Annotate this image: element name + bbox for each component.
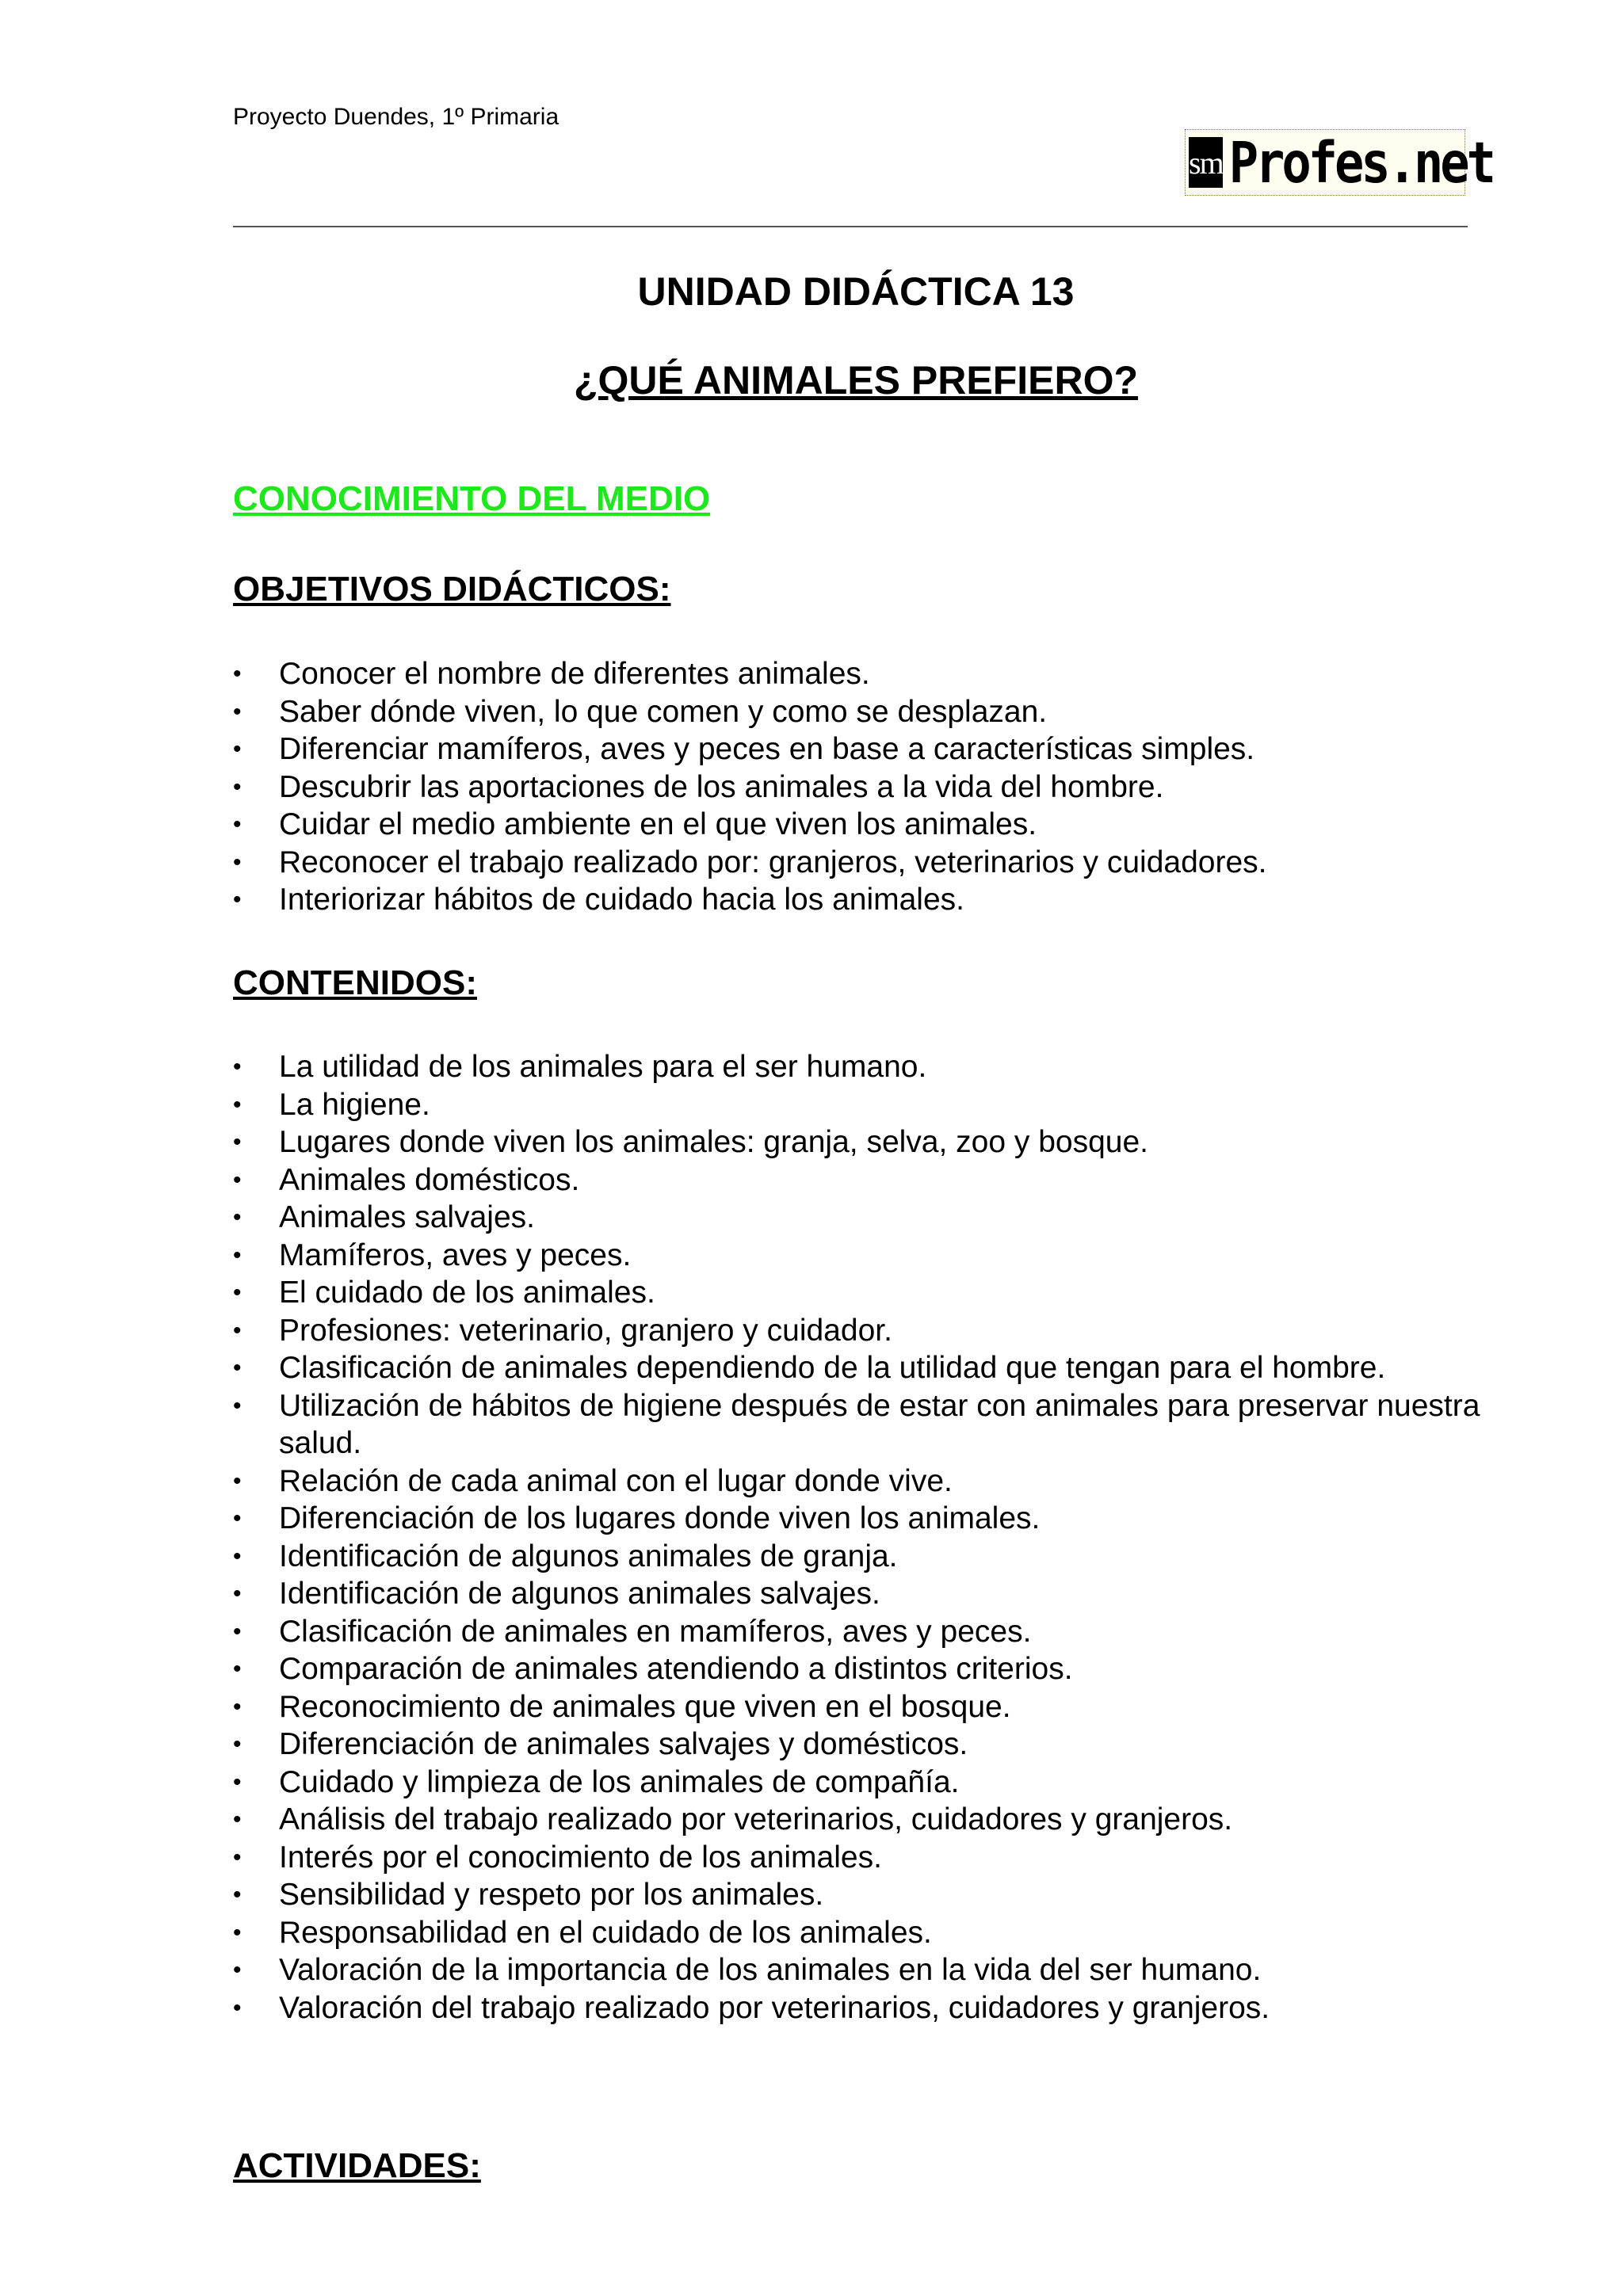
bullet-icon: •: [233, 1129, 242, 1155]
list-item-text: Diferenciar mamíferos, aves y peces en base a características simples.: [279, 732, 1255, 766]
list-item: [233, 1048, 1485, 1086]
list-item: [233, 1500, 1485, 1538]
list-item-text: Interiorizar hábitos de cuidado hacia los animales.: [279, 883, 964, 917]
header-divider: [233, 226, 1468, 227]
bullet-icon: •: [233, 1693, 242, 1720]
list-item: [233, 1161, 1485, 1199]
list-item-text: Comparación de animales atendiendo a distintos criterios.: [279, 1652, 1073, 1686]
bullet-icon: •: [233, 1618, 242, 1645]
list-item: [233, 1387, 1485, 1463]
list-item: [233, 1688, 1485, 1726]
bullet-icon: •: [233, 1656, 242, 1682]
list-item-text: Profesiones: veterinario, granjero y cuidador.: [279, 1313, 892, 1348]
bullet-icon: •: [233, 1882, 242, 1908]
list-item-text: Identificación de algunos animales salvajes.: [279, 1577, 880, 1611]
list-item: [233, 693, 1485, 731]
list-item: [233, 1123, 1485, 1161]
bullet-icon: •: [233, 811, 242, 837]
list-item-text: Identificación de algunos animales de granja.: [279, 1539, 898, 1573]
profes-net-logo: [1186, 129, 1493, 196]
list-item: [233, 769, 1485, 807]
bullet-icon: •: [233, 1543, 242, 1569]
bullet-icon: •: [233, 1768, 242, 1795]
list-item-text: Animales salvajes.: [279, 1200, 535, 1234]
bullet-icon: •: [233, 736, 242, 762]
objectives-list: [233, 655, 1485, 919]
list-item-text: Clasificación de animales en mamíferos, aves y peces.: [279, 1614, 1032, 1649]
list-item-text: El cuidado de los animales.: [279, 1276, 655, 1310]
bullet-icon: •: [233, 1241, 242, 1268]
bullet-icon: •: [233, 1994, 242, 2021]
contents-heading: CONTENIDOS:: [233, 963, 477, 1002]
bullet-icon: •: [233, 773, 242, 800]
list-item-text: Cuidar el medio ambiente en el que viven los animales.: [279, 807, 1037, 841]
bullet-icon: •: [233, 698, 242, 725]
bullet-icon: •: [233, 1731, 242, 1757]
bullet-icon: •: [233, 1091, 242, 1118]
list-item: [233, 1237, 1485, 1275]
list-item: [233, 1274, 1485, 1312]
list-item: [233, 1463, 1485, 1501]
list-item: [233, 1349, 1485, 1387]
bullet-icon: •: [233, 1957, 242, 1983]
list-item-text: Reconocer el trabajo realizado por: granjeros, veterinarios y cuidadores.: [279, 845, 1267, 879]
list-item: [233, 1989, 1485, 2027]
list-item: [233, 1726, 1485, 1764]
bullet-icon: •: [233, 1204, 242, 1230]
list-item-text: Cuidado y limpieza de los animales de compañía.: [279, 1764, 960, 1799]
list-item-text: La higiene.: [279, 1087, 430, 1122]
bullet-icon: •: [233, 1317, 242, 1344]
bullet-icon: •: [233, 1467, 242, 1494]
bullet-icon: •: [233, 1581, 242, 1607]
list-item: [233, 881, 1485, 919]
list-item-text: Diferenciación de los lugares donde viven los animales.: [279, 1501, 1041, 1535]
list-item-text: Clasificación de animales dependiendo de la utilidad que tengan para el hombre.: [279, 1351, 1386, 1385]
list-item: [233, 1199, 1485, 1237]
unit-title: UNIDAD DIDÁCTICA 13: [637, 269, 1075, 314]
list-item: [233, 806, 1485, 844]
bullet-icon: •: [233, 661, 242, 687]
list-item: [233, 1538, 1485, 1576]
logo-sm-mark: sm: [1189, 137, 1223, 188]
list-item: [233, 1575, 1485, 1613]
list-item: [233, 730, 1485, 769]
list-item: [233, 1876, 1485, 1914]
list-item-text: Valoración del trabajo realizado por veterinarios, cuidadores y granjeros.: [279, 1990, 1270, 2025]
bullet-icon: •: [233, 1280, 242, 1306]
list-item-text: Análisis del trabajo realizado por veterinarios, cuidadores y granjeros.: [279, 1802, 1233, 1836]
list-item: [233, 1086, 1485, 1124]
list-item: [233, 1839, 1485, 1877]
list-item-text: Interés por el conocimiento de los animales.: [279, 1840, 882, 1875]
list-item-text: Reconocimiento de animales que viven en el bosque.: [279, 1689, 1011, 1724]
list-item: [233, 1650, 1485, 1688]
list-item-text: Mamíferos, aves y peces.: [279, 1238, 632, 1272]
list-item-text: Utilización de hábitos de higiene después de estar con animales para preservar nuestra salud.: [279, 1388, 1480, 1460]
area-heading: CONOCIMIENTO DEL MEDIO: [233, 479, 711, 518]
bullet-icon: •: [233, 1919, 242, 1946]
list-item: [233, 655, 1485, 693]
list-item: [233, 844, 1485, 882]
bullet-icon: •: [233, 849, 242, 875]
list-item-text: Responsabilidad en el cuidado de los animales.: [279, 1915, 932, 1950]
list-item-text: Diferenciación de animales salvajes y domésticos.: [279, 1727, 968, 1761]
list-item: [233, 1312, 1485, 1350]
bullet-icon: •: [233, 1166, 242, 1193]
bullet-icon: •: [233, 887, 242, 913]
list-item: [233, 1764, 1485, 1802]
list-item-text: Conocer el nombre de diferentes animales.: [279, 657, 870, 691]
list-item-text: La utilidad de los animales para el ser humano.: [279, 1050, 927, 1084]
list-item-text: Saber dónde viven, lo que comen y como se desplazan.: [279, 694, 1048, 729]
bullet-icon: •: [233, 1392, 242, 1419]
page-header-text: Proyecto Duendes, 1º Primaria: [233, 104, 559, 130]
objectives-heading: OBJETIVOS DIDÁCTICOS:: [233, 570, 671, 608]
list-item: [233, 1613, 1485, 1651]
bullet-icon: •: [233, 1505, 242, 1531]
bullet-icon: •: [233, 1806, 242, 1833]
list-item-text: Lugares donde viven los animales: granja, selva, zoo y bosque.: [279, 1125, 1149, 1159]
list-item-text: Descubrir las aportaciones de los animales a la vida del hombre.: [279, 769, 1164, 804]
unit-subtitle: ¿QUÉ ANIMALES PREFIERO?: [573, 358, 1139, 402]
logo-wordmark: Profes.net: [1228, 129, 1493, 196]
contents-list: [233, 1048, 1485, 2027]
bullet-icon: •: [233, 1844, 242, 1871]
list-item-text: Sensibilidad y respeto por los animales.: [279, 1878, 824, 1912]
list-item-text: Animales domésticos.: [279, 1162, 580, 1197]
bullet-icon: •: [233, 1054, 242, 1080]
list-item: [233, 1801, 1485, 1839]
activities-heading: ACTIVIDADES:: [233, 2146, 481, 2185]
list-item: [233, 1914, 1485, 1952]
list-item: [233, 1951, 1485, 1989]
list-item-text: Relación de cada animal con el lugar donde vive.: [279, 1463, 953, 1498]
list-item-text: Valoración de la importancia de los animales en la vida del ser humano.: [279, 1953, 1262, 1987]
bullet-icon: •: [233, 1355, 242, 1381]
